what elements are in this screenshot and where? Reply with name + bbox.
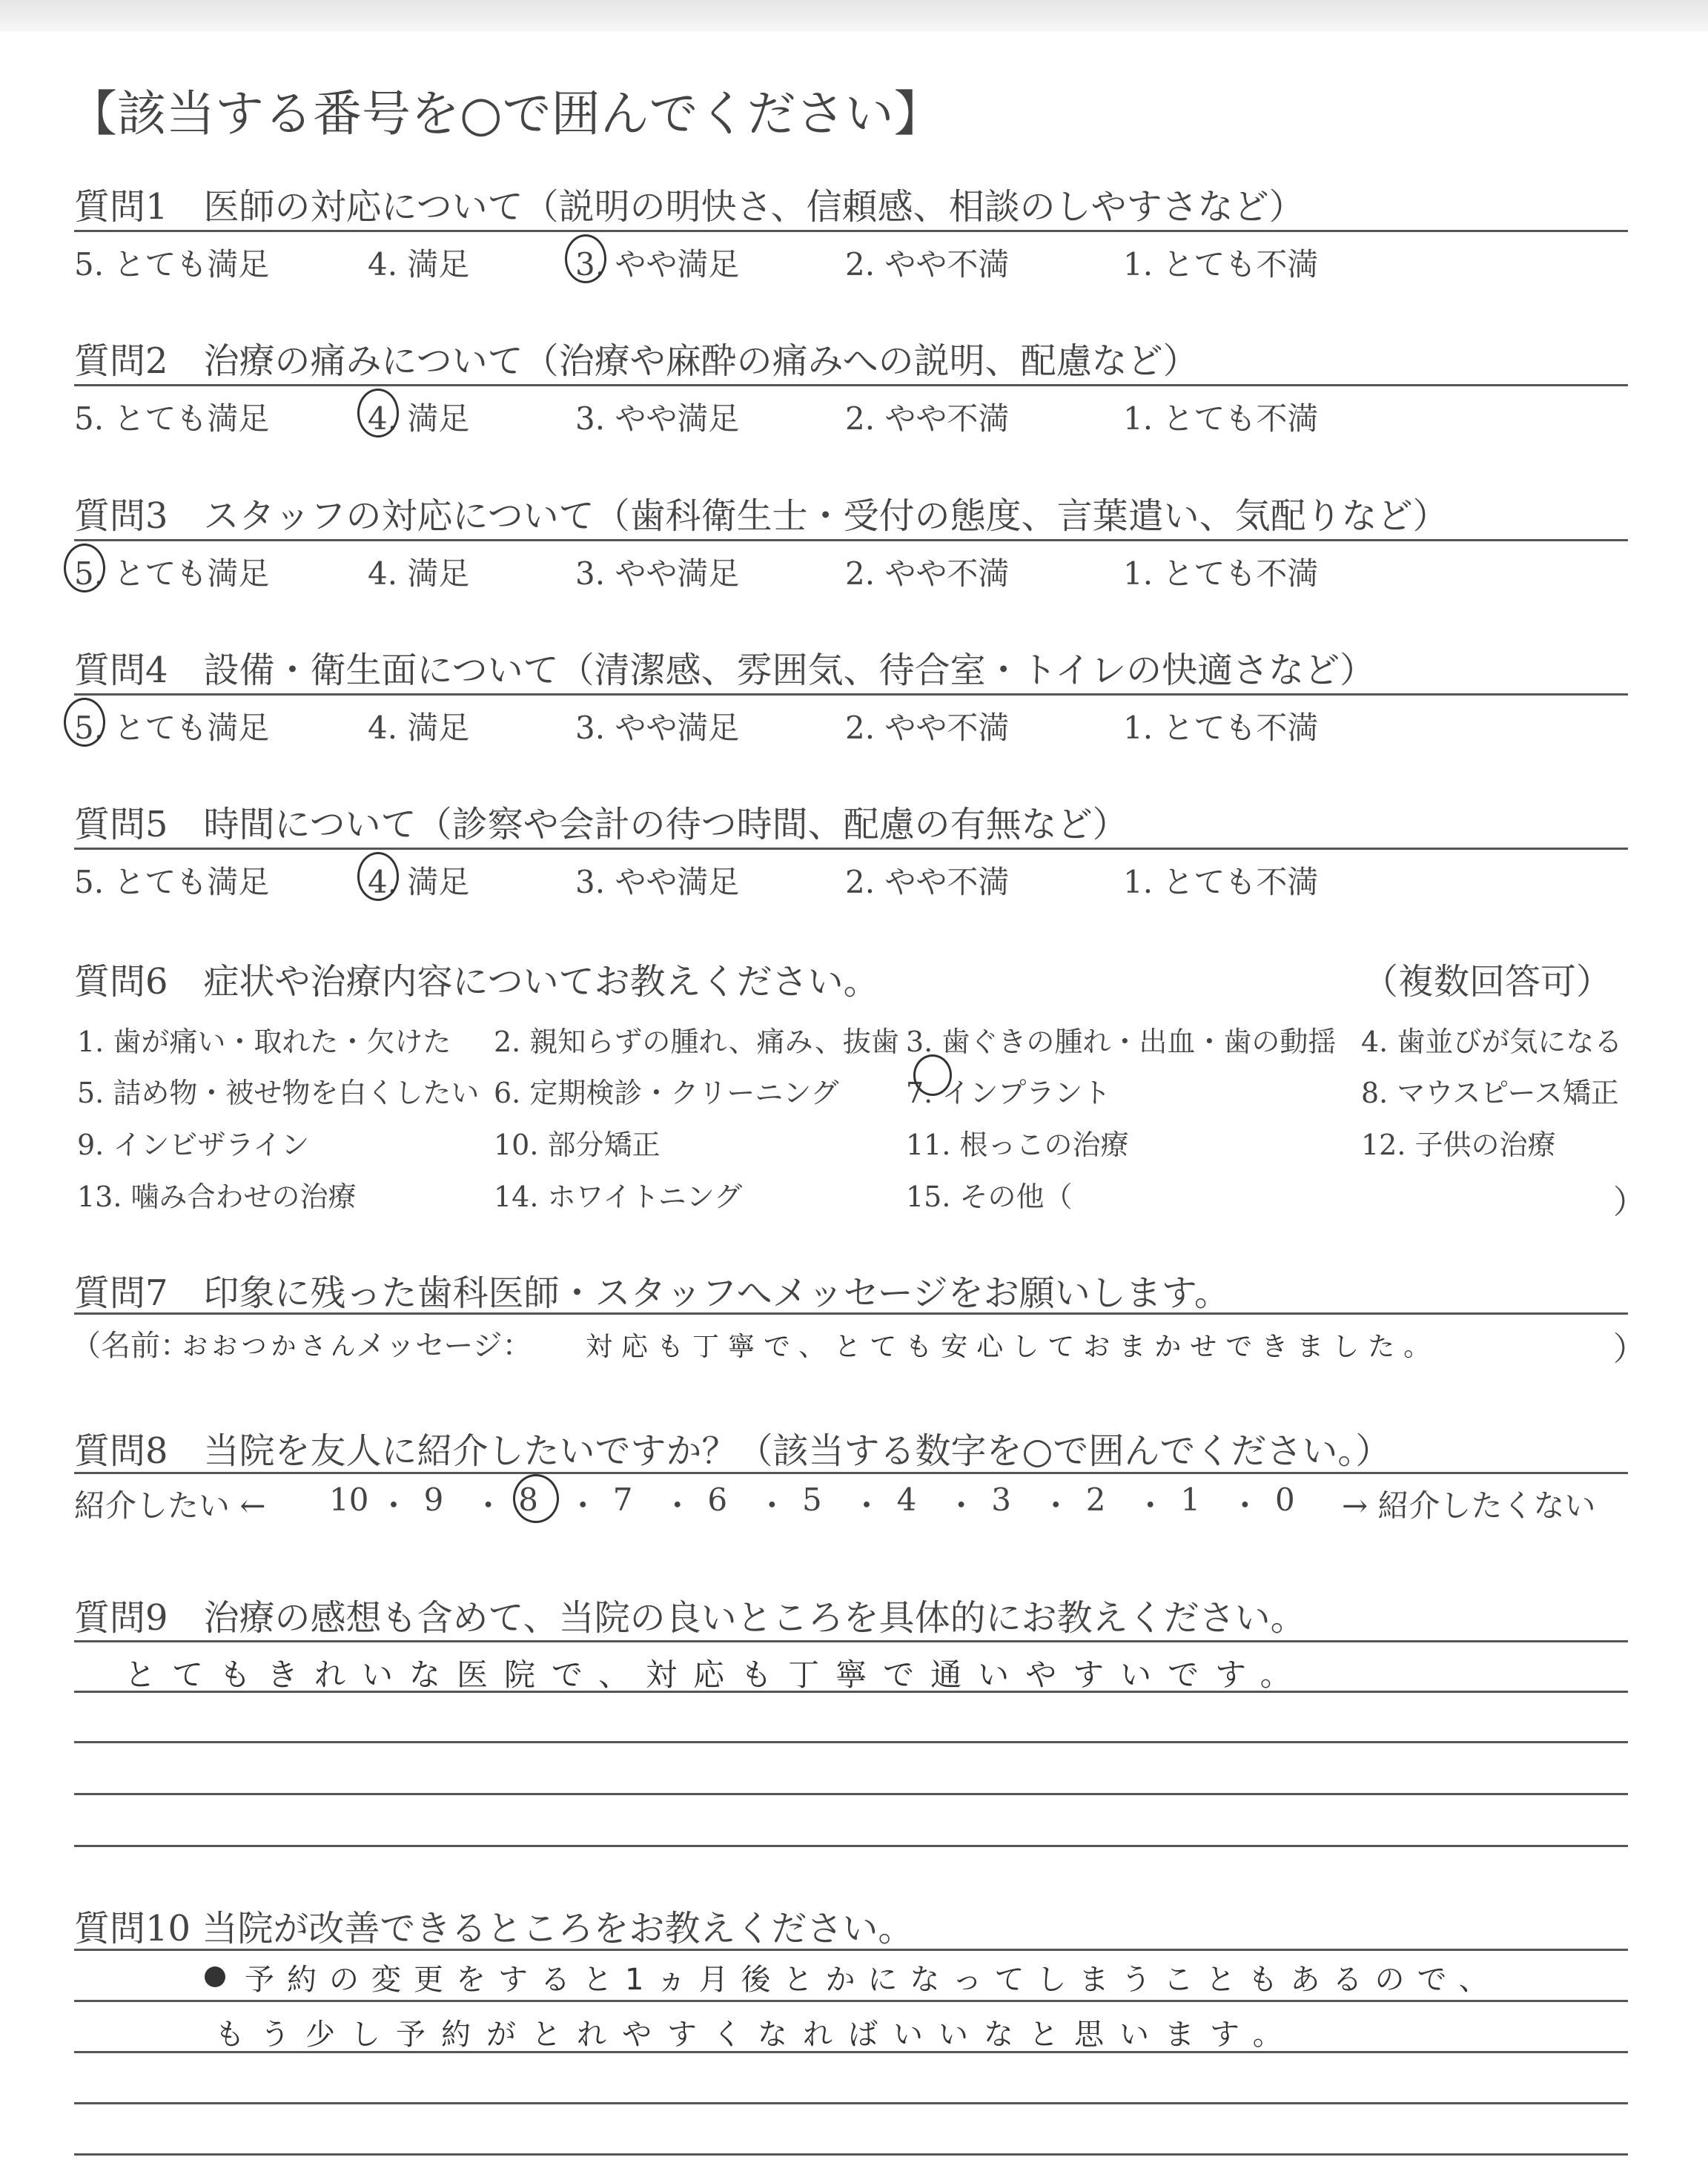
q7-rule xyxy=(74,1312,1628,1315)
q3-question: 質問3 スタッフの対応について（歯科衛生士・受付の態度、言葉遣い、気配りなど） xyxy=(74,495,1449,537)
q8-scale-5[interactable]: 5 xyxy=(802,1482,822,1518)
q8-separator-dot: ・ xyxy=(661,1487,693,1524)
q1-option-3[interactable]: 3. やや満足 xyxy=(575,246,740,283)
q1-option-4[interactable]: 4. 満足 xyxy=(368,246,470,283)
q1-question: 質問1 医師の対応について（説明の明快さ、信頼感、相談のしやすさなど） xyxy=(74,186,1305,228)
q8-scale-0[interactable]: 0 xyxy=(1275,1482,1295,1518)
q2-option-2[interactable]: 2. やや不満 xyxy=(845,400,1010,437)
q6-option-2[interactable]: 2. 親知らずの腫れ、痛み、抜歯 xyxy=(494,1025,899,1058)
q7-question: 質問7 印象に残った歯科医師・スタッフへメッセージをお願いします。 xyxy=(74,1272,1230,1314)
q10-answer-line-1: 予約の変更をすると1ヵ月後とかになってしまうこともあるので、 xyxy=(245,1963,1501,1997)
q1-option-2[interactable]: 2. やや不満 xyxy=(845,246,1010,283)
q6-option-6[interactable]: 6. 定期検診・クリーニング xyxy=(494,1077,839,1109)
q10-line-4 xyxy=(74,2102,1628,2104)
q4-option-2[interactable]: 2. やや不満 xyxy=(845,710,1010,746)
q9-question: 質問9 治療の感想も含めて、当院の良いところを具体的にお教えください。 xyxy=(74,1597,1306,1639)
q8-scale-6[interactable]: 6 xyxy=(707,1482,728,1518)
page-title: 【該当する番号を○で囲んでください】 xyxy=(68,85,943,142)
q7-name-value: おおつかさん xyxy=(182,1332,360,1361)
q6-option-9[interactable]: 9. インビザライン xyxy=(77,1129,310,1161)
q2-option-1[interactable]: 1. とても不満 xyxy=(1123,400,1319,437)
q8-left-label: 紹介したい ← xyxy=(74,1487,266,1524)
q10-line-1 xyxy=(74,1949,1628,1951)
q8-separator-dot: ・ xyxy=(378,1487,410,1524)
q5-option-4[interactable]: 4. 満足 xyxy=(368,864,470,900)
q6-option-1[interactable]: 1. 歯が痛い・取れた・欠けた xyxy=(77,1025,451,1058)
q5-question: 質問5 時間について（診察や会計の待つ時間、配慮の有無など） xyxy=(74,804,1128,845)
q2-selected-circle xyxy=(357,389,399,437)
q3-rule xyxy=(74,539,1628,541)
q3-selected-circle xyxy=(64,544,105,592)
q8-separator-dot: ・ xyxy=(851,1487,883,1524)
q6-option-10[interactable]: 10. 部分矯正 xyxy=(494,1129,661,1161)
q10-answer-line-2: もう少し予約がとれやすくなればいいなと思います。 xyxy=(215,2018,1298,2052)
q10-line-2 xyxy=(74,2000,1628,2002)
q6-option-15[interactable]: 15. その他（ xyxy=(906,1180,1073,1213)
q9-answer: とてもきれいな医院で、対応も丁寧で通いやすいです。 xyxy=(125,1657,1308,1693)
q9-line-1 xyxy=(74,1640,1628,1642)
q9-line-4 xyxy=(74,1793,1628,1795)
q8-separator-dot: ・ xyxy=(1134,1487,1166,1524)
q8-right-label: → 紹介したくない xyxy=(1342,1487,1596,1524)
q8-scale-8[interactable]: 8 xyxy=(518,1482,538,1518)
q6-option-11[interactable]: 11. 根っこの治療 xyxy=(906,1129,1129,1161)
q8-separator-dot: ・ xyxy=(1229,1487,1261,1524)
q8-separator-dot: ・ xyxy=(756,1487,788,1524)
q6-question: 質問6 症状や治療内容についてお教えください。 xyxy=(74,961,879,1003)
q1-rule xyxy=(74,230,1628,232)
q8-scale-2[interactable]: 2 xyxy=(1085,1482,1106,1518)
q8-scale-9[interactable]: 9 xyxy=(423,1482,444,1518)
q10-question: 質問10 当院が改善できるところをお教えください。 xyxy=(74,1908,914,1949)
q9-line-3 xyxy=(74,1741,1628,1743)
q4-option-5[interactable]: 5. とても満足 xyxy=(74,710,270,746)
q6-note: （複数回答可） xyxy=(1363,961,1612,1003)
q10-line-5 xyxy=(74,2153,1628,2156)
q4-option-1[interactable]: 1. とても不満 xyxy=(1123,710,1319,746)
q3-option-2[interactable]: 2. やや不満 xyxy=(845,555,1010,592)
q6-option-8[interactable]: 8. マウスピース矯正 xyxy=(1361,1077,1619,1109)
q2-option-5[interactable]: 5. とても満足 xyxy=(74,400,270,437)
q5-selected-circle xyxy=(357,852,399,901)
q8-separator-dot: ・ xyxy=(567,1487,599,1524)
q2-question: 質問2 治療の痛みについて（治療や麻酔の痛みへの説明、配慮など） xyxy=(74,340,1199,382)
q8-scale-1[interactable]: 1 xyxy=(1180,1482,1201,1518)
q6-option-12[interactable]: 12. 子供の治療 xyxy=(1361,1129,1556,1161)
q2-option-3[interactable]: 3. やや満足 xyxy=(575,400,740,437)
q8-scale-7[interactable]: 7 xyxy=(612,1482,633,1518)
q3-option-3[interactable]: 3. やや満足 xyxy=(575,555,740,592)
q5-option-5[interactable]: 5. とても満足 xyxy=(74,864,270,900)
q8-separator-dot: ・ xyxy=(945,1487,977,1524)
q5-option-3[interactable]: 3. やや満足 xyxy=(575,864,740,900)
q8-separator-dot: ・ xyxy=(472,1487,504,1524)
q7-close: ） xyxy=(1613,1330,1646,1368)
q1-option-1[interactable]: 1. とても不満 xyxy=(1123,246,1319,283)
scan-top-edge xyxy=(0,0,1708,31)
q6-option-14[interactable]: 14. ホワイトニング xyxy=(494,1180,743,1213)
q6-option-4[interactable]: 4. 歯並びが気になる xyxy=(1361,1025,1623,1058)
q8-separator-dot: ・ xyxy=(1040,1487,1072,1524)
q6-option-13[interactable]: 13. 噛み合わせの治療 xyxy=(77,1180,357,1213)
q4-selected-circle xyxy=(64,698,105,747)
q7-message-value: 対応も丁寧で、とても安心しておまかせできました。 xyxy=(586,1332,1440,1362)
q4-option-3[interactable]: 3. やや満足 xyxy=(575,710,740,746)
q8-scale-10[interactable]: 10 xyxy=(329,1482,369,1518)
q7-name-label: （名前： xyxy=(71,1329,190,1363)
q4-option-4[interactable]: 4. 満足 xyxy=(368,710,470,746)
q3-option-5[interactable]: 5. とても満足 xyxy=(74,555,270,592)
q2-rule xyxy=(74,384,1628,386)
q3-option-1[interactable]: 1. とても不満 xyxy=(1123,555,1319,592)
q4-rule xyxy=(74,693,1628,696)
q6-other-close: ） xyxy=(1613,1183,1646,1221)
q5-rule xyxy=(74,848,1628,850)
q5-option-1[interactable]: 1. とても不満 xyxy=(1123,864,1319,900)
q8-scale-4[interactable]: 4 xyxy=(896,1482,917,1518)
q8-question: 質問8 当院を友人に紹介したいですか？（該当する数字を○で囲んでください。） xyxy=(74,1430,1391,1472)
q7-message-label: メッセージ： xyxy=(356,1329,532,1363)
q2-option-4[interactable]: 4. 満足 xyxy=(368,400,470,437)
q6-option-5[interactable]: 5. 詰め物・被せ物を白くしたい xyxy=(77,1077,480,1109)
bullet-dot-icon xyxy=(205,1966,225,1987)
q8-rule xyxy=(74,1472,1628,1474)
q9-line-5 xyxy=(74,1845,1628,1847)
q6-option-7[interactable]: 7. インプラント xyxy=(906,1077,1111,1109)
q1-selected-circle xyxy=(565,234,606,283)
q6-selected-circle[interactable] xyxy=(913,1054,952,1096)
q6-option-3[interactable]: 3. 歯ぐきの腫れ・出血・歯の動揺 xyxy=(906,1025,1337,1058)
q3-option-4[interactable]: 4. 満足 xyxy=(368,555,470,592)
q4-question: 質問4 設備・衛生面について（清潔感、雰囲気、待合室・トイレの快適さなど） xyxy=(74,650,1376,691)
q8-selected-circle[interactable] xyxy=(513,1474,559,1523)
q5-option-2[interactable]: 2. やや不満 xyxy=(845,864,1010,900)
q1-option-5[interactable]: 5. とても満足 xyxy=(74,246,270,283)
q8-scale-3[interactable]: 3 xyxy=(991,1482,1011,1518)
